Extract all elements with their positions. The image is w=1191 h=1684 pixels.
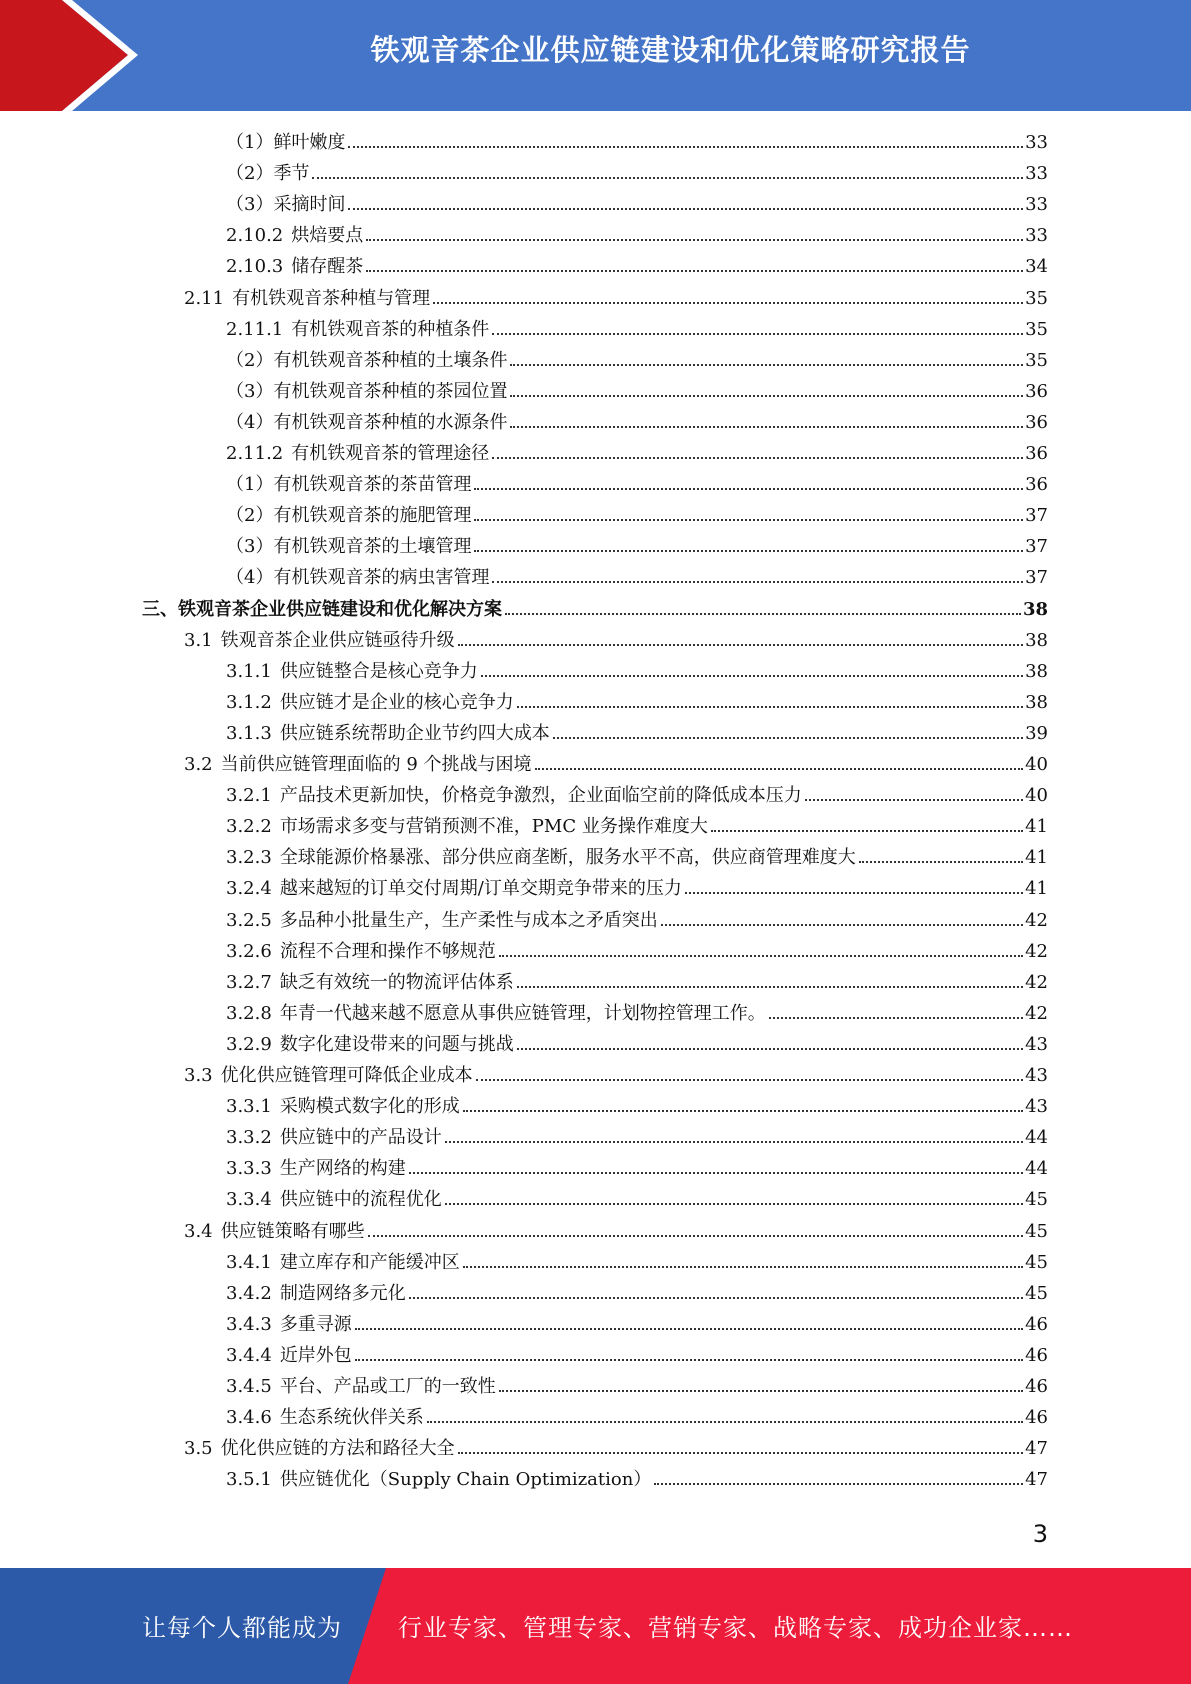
toc-entry-page: 45 — [1025, 1220, 1048, 1242]
toc-entry-number: 2.10.2 — [226, 225, 284, 247]
toc-entry-page: 42 — [1025, 971, 1048, 993]
toc-entry-title: 生产网络的构建 — [279, 1158, 406, 1180]
toc-entry-label — [226, 811, 711, 842]
toc-entry-title: 有机铁观音茶种植的水源条件 — [273, 411, 508, 433]
toc-entry-number: 3.2.6 — [226, 940, 272, 962]
toc-entry[interactable] — [226, 438, 1048, 469]
toc-entry[interactable] — [226, 1340, 1048, 1371]
toc-entry-number: 3.2.1 — [226, 785, 272, 807]
toc-entry-number: 3.1 — [184, 629, 213, 651]
toc-entry[interactable] — [226, 469, 1048, 500]
toc-entry-label — [226, 780, 805, 811]
toc-entry[interactable] — [226, 251, 1048, 282]
toc-entry-page: 41 — [1025, 816, 1048, 838]
toc-entry-title: 优化供应链管理可降低企业成本 — [220, 1065, 473, 1086]
toc-entry-page: 42 — [1025, 1002, 1048, 1024]
toc-entry-number: （3） — [226, 380, 274, 402]
toc-dot-leader — [499, 1390, 1023, 1392]
toc-entry-title: 季节 — [273, 163, 310, 185]
toc-entry-label — [226, 998, 769, 1029]
toc-entry-number: （1） — [226, 474, 274, 496]
toc-entry-page: 36 — [1025, 474, 1048, 496]
toc-entry-page: 40 — [1025, 754, 1048, 775]
toc-entry-number: 3.4.2 — [226, 1282, 272, 1304]
toc-entry[interactable] — [226, 376, 1048, 407]
toc-dot-leader — [517, 706, 1023, 708]
toc-dot-leader — [445, 1141, 1023, 1143]
toc-entry-title: 有机铁观音茶种植与管理 — [232, 287, 431, 309]
toc-entry-number: 3.1.2 — [226, 691, 272, 713]
toc-entry-page: 46 — [1025, 1376, 1048, 1397]
toc-entry[interactable] — [226, 531, 1048, 562]
toc-entry[interactable] — [226, 811, 1048, 842]
toc-entry-title: 有机铁观音茶的土壤管理 — [273, 536, 472, 558]
toc-entry-title: 鲜叶嫩度 — [273, 132, 346, 153]
toc-dot-leader — [476, 1079, 1023, 1081]
toc-entry-title: 有机铁观音茶的茶苗管理 — [273, 474, 472, 496]
toc-entry-number: 3.2.8 — [226, 1002, 272, 1024]
toc-entry-title: 供应链优化（Supply Chain Optimization） — [279, 1469, 652, 1491]
toc-dot-leader — [366, 239, 1023, 241]
toc-dot-leader — [348, 208, 1023, 210]
toc-entry-number: 3.4.1 — [226, 1251, 272, 1273]
toc-entry-title: 供应链才是企业的核心竞争力 — [279, 691, 514, 713]
toc-entry-label — [226, 718, 553, 749]
toc-entry-title: 有机铁观音茶的种植条件 — [291, 318, 490, 340]
toc-entry[interactable] — [226, 220, 1048, 251]
toc-entry[interactable] — [226, 562, 1048, 593]
toc-entry[interactable] — [184, 283, 1048, 314]
toc-entry-label — [226, 220, 366, 251]
toc-entry-label — [184, 625, 458, 656]
toc-entry[interactable] — [184, 1433, 1048, 1464]
toc-dot-leader — [499, 955, 1023, 957]
toc-entry-label — [226, 407, 510, 438]
toc-entry[interactable] — [226, 842, 1048, 873]
toc-entry-title: 越来越短的订单交付周期/订单交期竞争带来的压力 — [279, 878, 682, 900]
toc-entry-number: 3.4.5 — [226, 1376, 272, 1397]
report-title: 铁观音茶企业供应链建设和优化策略研究报告 — [370, 33, 971, 67]
toc-entry-number: 3.2.3 — [226, 847, 272, 869]
toc-entry-number: 3.4.6 — [226, 1407, 272, 1429]
toc-dot-leader — [474, 519, 1023, 521]
toc-entry[interactable] — [226, 1153, 1048, 1184]
toc-entry-title: 优化供应链的方法和路径大全 — [220, 1438, 455, 1460]
toc-entry-number: 3.2.7 — [226, 971, 272, 993]
toc-entry[interactable] — [226, 656, 1048, 687]
toc-entry-page: 35 — [1025, 318, 1048, 340]
toc-entry-title: 采购模式数字化的形成 — [279, 1096, 460, 1118]
toc-entry-number: 2.11.1 — [226, 318, 284, 340]
toc-dot-leader — [510, 426, 1023, 428]
toc-dot-leader — [355, 1359, 1023, 1361]
toc-entry-page: 38 — [1025, 629, 1048, 651]
toc-entry-page: 46 — [1025, 1344, 1048, 1366]
toc-entry-title: 多重寻源 — [279, 1313, 352, 1335]
toc-entry-number: 3.4.3 — [226, 1313, 272, 1335]
toc-dot-leader — [409, 1297, 1023, 1299]
toc-entry-number: 2.10.3 — [226, 256, 284, 278]
toc-entry[interactable] — [184, 1216, 1048, 1247]
toc-entry-number: 3.5.1 — [226, 1469, 272, 1491]
toc-entry-page: 38 — [1022, 598, 1048, 620]
toc-entry-number: （4） — [226, 567, 274, 589]
toc-entry-label — [226, 500, 474, 531]
toc-entry-number: 3.1.1 — [226, 660, 272, 682]
toc-entry-number: 3.2.5 — [226, 909, 272, 931]
toc-dot-leader — [458, 644, 1023, 646]
toc-entry[interactable] — [184, 1060, 1048, 1091]
toc-entry-label — [226, 189, 348, 220]
toc-entry-label — [226, 469, 474, 500]
toc-entry-number: （1） — [226, 132, 274, 153]
toc-entry[interactable] — [226, 127, 1048, 158]
toc-entry-page: 42 — [1025, 940, 1048, 962]
toc-entry-number: 2.11 — [184, 287, 225, 309]
toc-entry-page: 46 — [1025, 1407, 1048, 1429]
toc-entry-title: 供应链整合是核心竞争力 — [279, 660, 478, 682]
toc-entry-label — [226, 687, 517, 718]
toc-entry-page: 36 — [1025, 380, 1048, 402]
toc-entry-page: 44 — [1025, 1127, 1048, 1149]
toc-entry-page: 39 — [1025, 722, 1048, 744]
toc-entry[interactable] — [226, 780, 1048, 811]
toc-entry-title: 铁观音茶企业供应链建设和优化解决方案 — [178, 598, 502, 620]
toc-dot-leader — [510, 364, 1023, 366]
toc-dot-leader — [492, 457, 1023, 459]
toc-entry-number: （4） — [226, 411, 274, 433]
toc-entry-label — [226, 1464, 654, 1495]
toc-entry-title: 多品种小批量生产，生产柔性与成本之矛盾突出 — [279, 909, 658, 931]
toc-entry-page: 36 — [1025, 411, 1048, 433]
toc-entry[interactable] — [184, 749, 1048, 780]
toc-entry-label — [226, 1122, 445, 1153]
toc-entry[interactable] — [226, 998, 1048, 1029]
toc-entry[interactable] — [226, 936, 1048, 967]
toc-entry-label — [226, 1029, 517, 1060]
toc-entry-page: 47 — [1025, 1438, 1048, 1460]
toc-dot-leader — [661, 924, 1023, 926]
toc-entry-label — [226, 905, 661, 936]
toc-entry-number: 2.11.2 — [226, 443, 284, 464]
toc-entry-label — [184, 1433, 458, 1464]
toc-entry-number: 3.1.3 — [226, 722, 272, 744]
toc-entry[interactable] — [226, 905, 1048, 936]
toc-dot-leader — [445, 1203, 1023, 1205]
toc-entry-label — [226, 1091, 463, 1122]
toc-entry-page: 43 — [1025, 1096, 1048, 1118]
toc-entry-number: 3.5 — [184, 1438, 213, 1460]
toc-entry-page: 35 — [1025, 349, 1048, 371]
toc-entry[interactable] — [226, 1464, 1048, 1495]
toc-dot-leader — [517, 986, 1023, 988]
toc-entry[interactable] — [226, 1184, 1048, 1215]
toc-dot-leader — [427, 1421, 1023, 1423]
toc-entry-title: 年青一代越来越不愿意从事供应链管理，计划物控管理工作。 — [279, 1002, 766, 1024]
toc-dot-leader — [805, 799, 1023, 801]
toc-entry-page: 44 — [1025, 1158, 1048, 1180]
header-arrow-icon — [0, 0, 160, 111]
toc-entry-label — [226, 1309, 355, 1340]
footer-slogan-left: 让每个人都能成为 — [142, 1614, 342, 1642]
toc-entry-number: 三、 — [142, 598, 178, 620]
toc-entry[interactable] — [226, 500, 1048, 531]
toc-entry-title: 采摘时间 — [273, 194, 346, 216]
toc-entry-number: 3.2 — [184, 754, 213, 775]
toc-dot-leader — [481, 675, 1023, 677]
toc-dot-leader — [859, 861, 1023, 863]
toc-entry-page: 41 — [1025, 847, 1048, 869]
toc-entry-title: 流程不合理和操作不够规范 — [279, 940, 496, 962]
toc-entry-label — [226, 251, 366, 282]
toc-entry-title: 产品技术更新加快，价格竞争激烈，企业面临空前的降低成本压力 — [279, 785, 802, 807]
toc-entry-number: 3.2.4 — [226, 878, 272, 900]
toc-dot-leader — [474, 550, 1023, 552]
toc-entry-label — [226, 1247, 463, 1278]
toc-entry[interactable] — [226, 687, 1048, 718]
toc-entry-number: 3.3.1 — [226, 1096, 272, 1118]
toc-entry-title: 建立库存和产能缓冲区 — [279, 1251, 460, 1273]
toc-entry[interactable] — [226, 1371, 1048, 1402]
toc-entry-title: 供应链中的流程优化 — [279, 1189, 442, 1211]
toc-entry-page: 35 — [1025, 287, 1048, 309]
toc-entry[interactable] — [226, 967, 1048, 998]
toc-entry-number: （2） — [226, 349, 274, 371]
toc-entry-number: 3.3.3 — [226, 1158, 272, 1180]
toc-entry-title: 有机铁观音茶的病虫害管理 — [273, 567, 490, 589]
toc-entry-number: 3.3 — [184, 1065, 213, 1086]
toc-dot-leader — [463, 1110, 1023, 1112]
toc-entry-title: 有机铁观音茶的施肥管理 — [273, 505, 472, 527]
toc-entry[interactable] — [226, 1402, 1048, 1433]
toc-entry-title: 市场需求多变与营销预测不准，PMC 业务操作难度大 — [279, 816, 708, 838]
toc-entry-page: 38 — [1025, 660, 1048, 682]
toc-entry[interactable] — [226, 345, 1048, 376]
toc-entry-page: 40 — [1025, 785, 1048, 807]
toc-entry[interactable] — [226, 407, 1048, 438]
toc-dot-leader — [517, 1048, 1023, 1050]
toc-entry-label — [226, 127, 348, 158]
toc-dot-leader — [492, 333, 1023, 335]
toc-entry[interactable] — [226, 189, 1048, 220]
toc-entry[interactable] — [226, 1309, 1048, 1340]
toc-entry-title: 有机铁观音茶种植的土壤条件 — [273, 349, 508, 371]
toc-entry-label — [226, 842, 859, 873]
toc-dot-leader — [463, 1266, 1023, 1268]
toc-entry-label — [226, 1184, 445, 1215]
toc-dot-leader — [535, 768, 1024, 770]
toc-entry-label — [226, 158, 312, 189]
toc-dot-leader — [492, 581, 1023, 583]
toc-entry-label — [226, 345, 510, 376]
page-header — [0, 0, 1191, 111]
toc-entry[interactable] — [226, 718, 1048, 749]
toc-entry-number: 3.3.2 — [226, 1127, 272, 1149]
toc-entry-label — [226, 376, 510, 407]
footer-slogan-right: 行业专家、管理专家、营销专家、战略专家、成功企业家…… — [398, 1614, 1073, 1642]
toc-entry-title: 近岸外包 — [279, 1344, 352, 1366]
toc-entry-page: 45 — [1025, 1282, 1048, 1304]
toc-entry-number: （2） — [226, 505, 274, 527]
toc-dot-leader — [553, 737, 1023, 739]
toc-entry-number: （3） — [226, 536, 274, 558]
toc-entry-title: 储存醒茶 — [291, 256, 364, 278]
toc-entry-page: 33 — [1025, 132, 1048, 153]
toc-entry-title: 平台、产品或工厂的一致性 — [279, 1376, 496, 1397]
toc-dot-leader — [368, 1235, 1023, 1237]
toc-entry-title: 烘焙要点 — [291, 225, 364, 247]
toc-entry-number: 3.4 — [184, 1220, 213, 1242]
toc-entry-page: 33 — [1025, 194, 1048, 216]
toc-entry-page: 38 — [1025, 691, 1048, 713]
toc-dot-leader — [366, 270, 1023, 272]
toc-entry-label — [226, 656, 481, 687]
toc-entry[interactable] — [226, 1091, 1048, 1122]
toc-entry-title: 供应链系统帮助企业节约四大成本 — [279, 722, 550, 744]
toc-entry-page: 33 — [1025, 163, 1048, 185]
toc-entry-label — [226, 1340, 355, 1371]
toc-entry-label — [184, 1216, 368, 1247]
toc-entry[interactable] — [226, 873, 1048, 904]
toc-entry-title: 有机铁观音茶的管理途径 — [291, 443, 490, 464]
toc-entry-page: 33 — [1025, 225, 1048, 247]
toc-dot-leader — [458, 1452, 1023, 1454]
toc-entry-title: 供应链中的产品设计 — [279, 1127, 442, 1149]
toc-entry-page: 42 — [1025, 909, 1048, 931]
toc-entry[interactable] — [226, 1247, 1048, 1278]
toc-entry-label — [184, 1060, 476, 1091]
toc-entry-page: 34 — [1025, 256, 1048, 278]
toc-dot-leader — [409, 1172, 1023, 1174]
toc-entry-title: 铁观音茶企业供应链亟待升级 — [220, 629, 455, 651]
toc-entry-label — [226, 562, 492, 593]
toc-dot-leader — [711, 830, 1023, 832]
toc-entry-label — [226, 531, 474, 562]
toc-entry-title: 全球能源价格暴涨、部分供应商垄断，服务水平不高，供应商管理难度大 — [279, 847, 856, 869]
toc-dot-leader — [654, 1483, 1023, 1485]
toc-entry-label — [226, 967, 517, 998]
toc-entry-title: 缺乏有效统一的物流评估体系 — [279, 971, 514, 993]
toc-entry-label — [226, 1402, 427, 1433]
toc-entry-title: 有机铁观音茶种植的茶园位置 — [273, 380, 508, 402]
toc-entry-label — [226, 1153, 409, 1184]
toc-entry-page: 37 — [1025, 505, 1048, 527]
toc-entry-number: 3.3.4 — [226, 1189, 272, 1211]
toc-entry[interactable] — [184, 625, 1048, 656]
toc-entry-number: 3.4.4 — [226, 1344, 272, 1366]
toc-dot-leader — [433, 302, 1023, 304]
toc-entry-page: 37 — [1025, 567, 1048, 589]
toc-entry-title: 当前供应链管理面临的 9 个挑战与困境 — [220, 754, 532, 775]
toc-entry-number: 3.2.2 — [226, 816, 272, 838]
toc-entry[interactable] — [226, 1122, 1048, 1153]
toc-dot-leader — [505, 613, 1021, 615]
toc-entry[interactable] — [226, 314, 1048, 345]
toc-entry-label — [226, 1371, 499, 1402]
toc-entry-page: 45 — [1025, 1189, 1048, 1211]
page-footer — [0, 1568, 1191, 1684]
toc-dot-leader — [348, 146, 1023, 148]
toc-entry[interactable] — [226, 1029, 1048, 1060]
toc-entry-number: 3.2.9 — [226, 1033, 272, 1055]
toc-entry-label — [184, 283, 433, 314]
toc-entry-title: 生态系统伙伴关系 — [279, 1407, 424, 1429]
toc-entry-label — [226, 873, 685, 904]
toc-entry-number: （3） — [226, 194, 274, 216]
toc-entry-label — [226, 438, 492, 469]
toc-dot-leader — [474, 488, 1023, 490]
toc-dot-leader — [355, 1328, 1023, 1330]
toc-entry[interactable] — [142, 594, 1048, 625]
toc-dot-leader — [769, 1017, 1023, 1019]
toc-entry-label — [226, 936, 499, 967]
toc-entry-label — [226, 1278, 409, 1309]
toc-entry-page: 36 — [1025, 443, 1048, 464]
toc-entry-title: 供应链策略有哪些 — [220, 1220, 365, 1242]
toc-entry-page: 43 — [1025, 1033, 1048, 1055]
toc-entry[interactable] — [226, 1278, 1048, 1309]
toc-dot-leader — [510, 395, 1023, 397]
toc-entry-label — [142, 594, 505, 625]
toc-entry-title: 制造网络多元化 — [279, 1282, 406, 1304]
toc-entry-title: 数字化建设带来的问题与挑战 — [279, 1033, 514, 1055]
toc-entry-page: 41 — [1025, 878, 1048, 900]
toc-entry-label — [184, 749, 535, 780]
toc-entry-label — [226, 314, 492, 345]
toc-entry-page: 37 — [1025, 536, 1048, 558]
toc-entry-page: 43 — [1025, 1065, 1048, 1086]
toc-entry-page: 45 — [1025, 1251, 1048, 1273]
toc-entry[interactable] — [226, 158, 1048, 189]
toc-entry-page: 46 — [1025, 1313, 1048, 1335]
toc-dot-leader — [312, 177, 1023, 179]
toc-entry-page: 47 — [1025, 1469, 1048, 1491]
toc-dot-leader — [685, 892, 1023, 894]
page-number: 3 — [1032, 1520, 1048, 1548]
toc-entry-number: （2） — [226, 163, 274, 185]
